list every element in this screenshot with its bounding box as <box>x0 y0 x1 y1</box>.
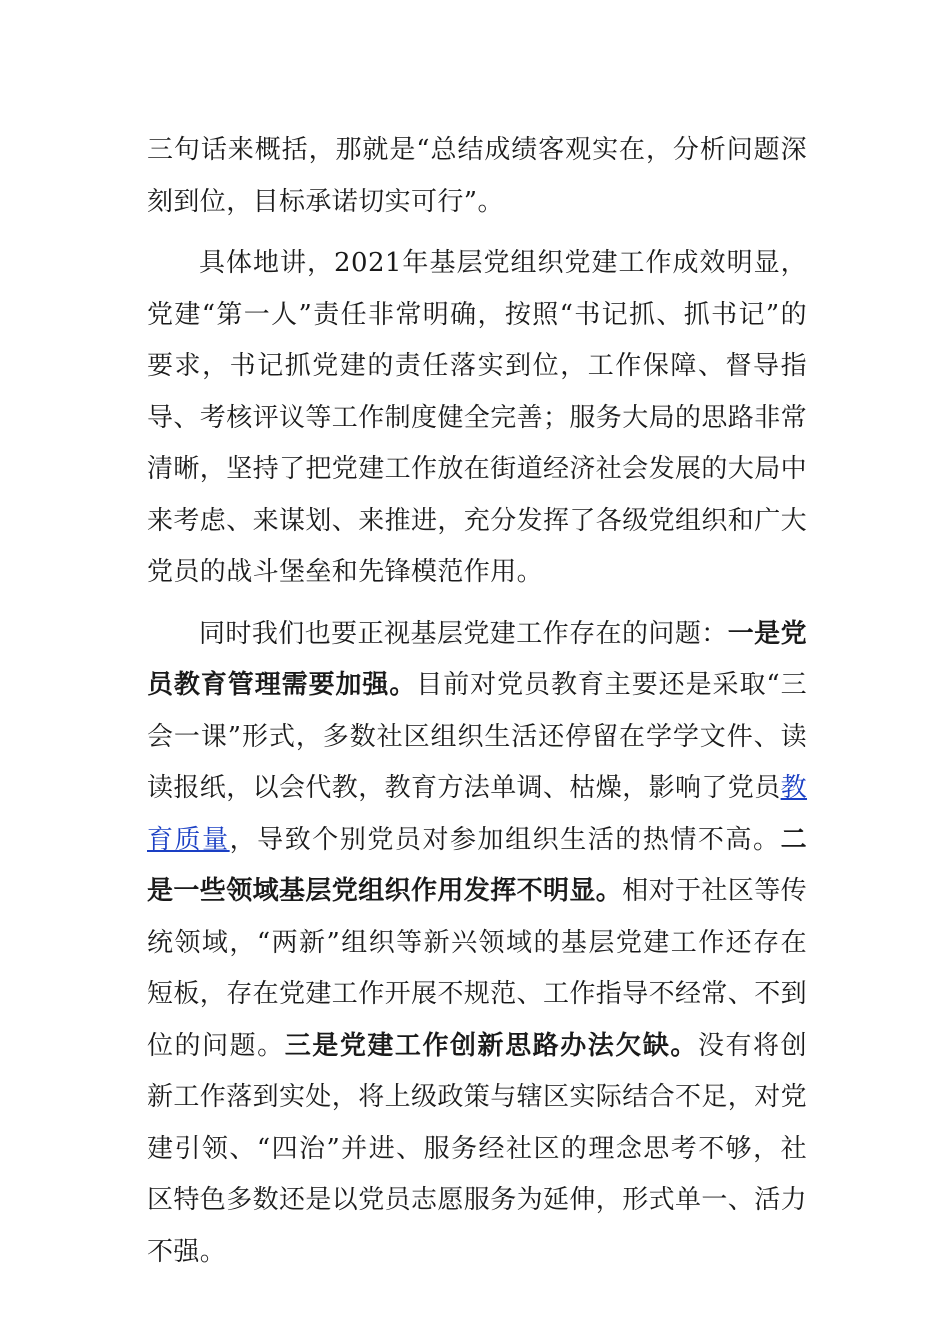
problem-3-text: 没有将创新工作落到实处，将上级政策与辖区实际结合不足，对党建引领、“四治”并进、服务经社区的理念思考不够，社区特色多数还是以党员志愿服务为延伸，形式单一、活力不强。 <box>147 1030 808 1267</box>
problem-1-title: 一是党员教育管理需要加强。 <box>147 618 807 700</box>
document-page <box>147 125 807 1278</box>
problems-intro: 同时我们也要正视基层党建工作存在的问题： <box>199 618 728 649</box>
problem-2-title: 二是一些领域基层党组织作用发挥不明显。 <box>147 824 807 906</box>
paragraph-problems <box>147 609 807 1279</box>
paragraph-summary: 三句话来概括，那就是“总结成绩客观实在，分析问题深刻到位，目标承诺切实可行”。 <box>147 135 807 217</box>
paragraph-achievements: 具体地讲，2021年基层党组织党建工作成效明显，党建“第一人”责任非常明确，按照“书记抓、抓书记”的要求，书记抓党建的责任落实到位，工作保障、督导指导、考核评议等工作制度健全完善；服务大局的思路非常清晰，坚持了把党建工作放在街道经济社会发展的大局中来考虑、来谋划、来推进，充分发挥了各级党组织和广大党员的战斗堡垒和先锋模范作用。 <box>147 248 808 587</box>
problem-3-title: 三是党建工作创新思路办法欠缺。 <box>284 1030 698 1061</box>
education-quality-link[interactable]: 教育质量 <box>147 773 808 855</box>
problem-1-text-b: ，导致个别党员对参加组织生活的热情不高。 <box>229 824 781 855</box>
problem-1-text-a: 目前对党员教育主要还是采取“三会一课”形式，多数社区组织生活还停留在学学文件、读读报纸，以会代教，教育方法单调、枯燥，影响了党员 <box>147 670 807 803</box>
problem-2-text: 相对于社区等传统领域，“两新”组织等新兴领域的基层党建工作还存在短板，存在党建工作开展不规范、工作指导不经常、不到位的问题。 <box>147 876 808 1061</box>
